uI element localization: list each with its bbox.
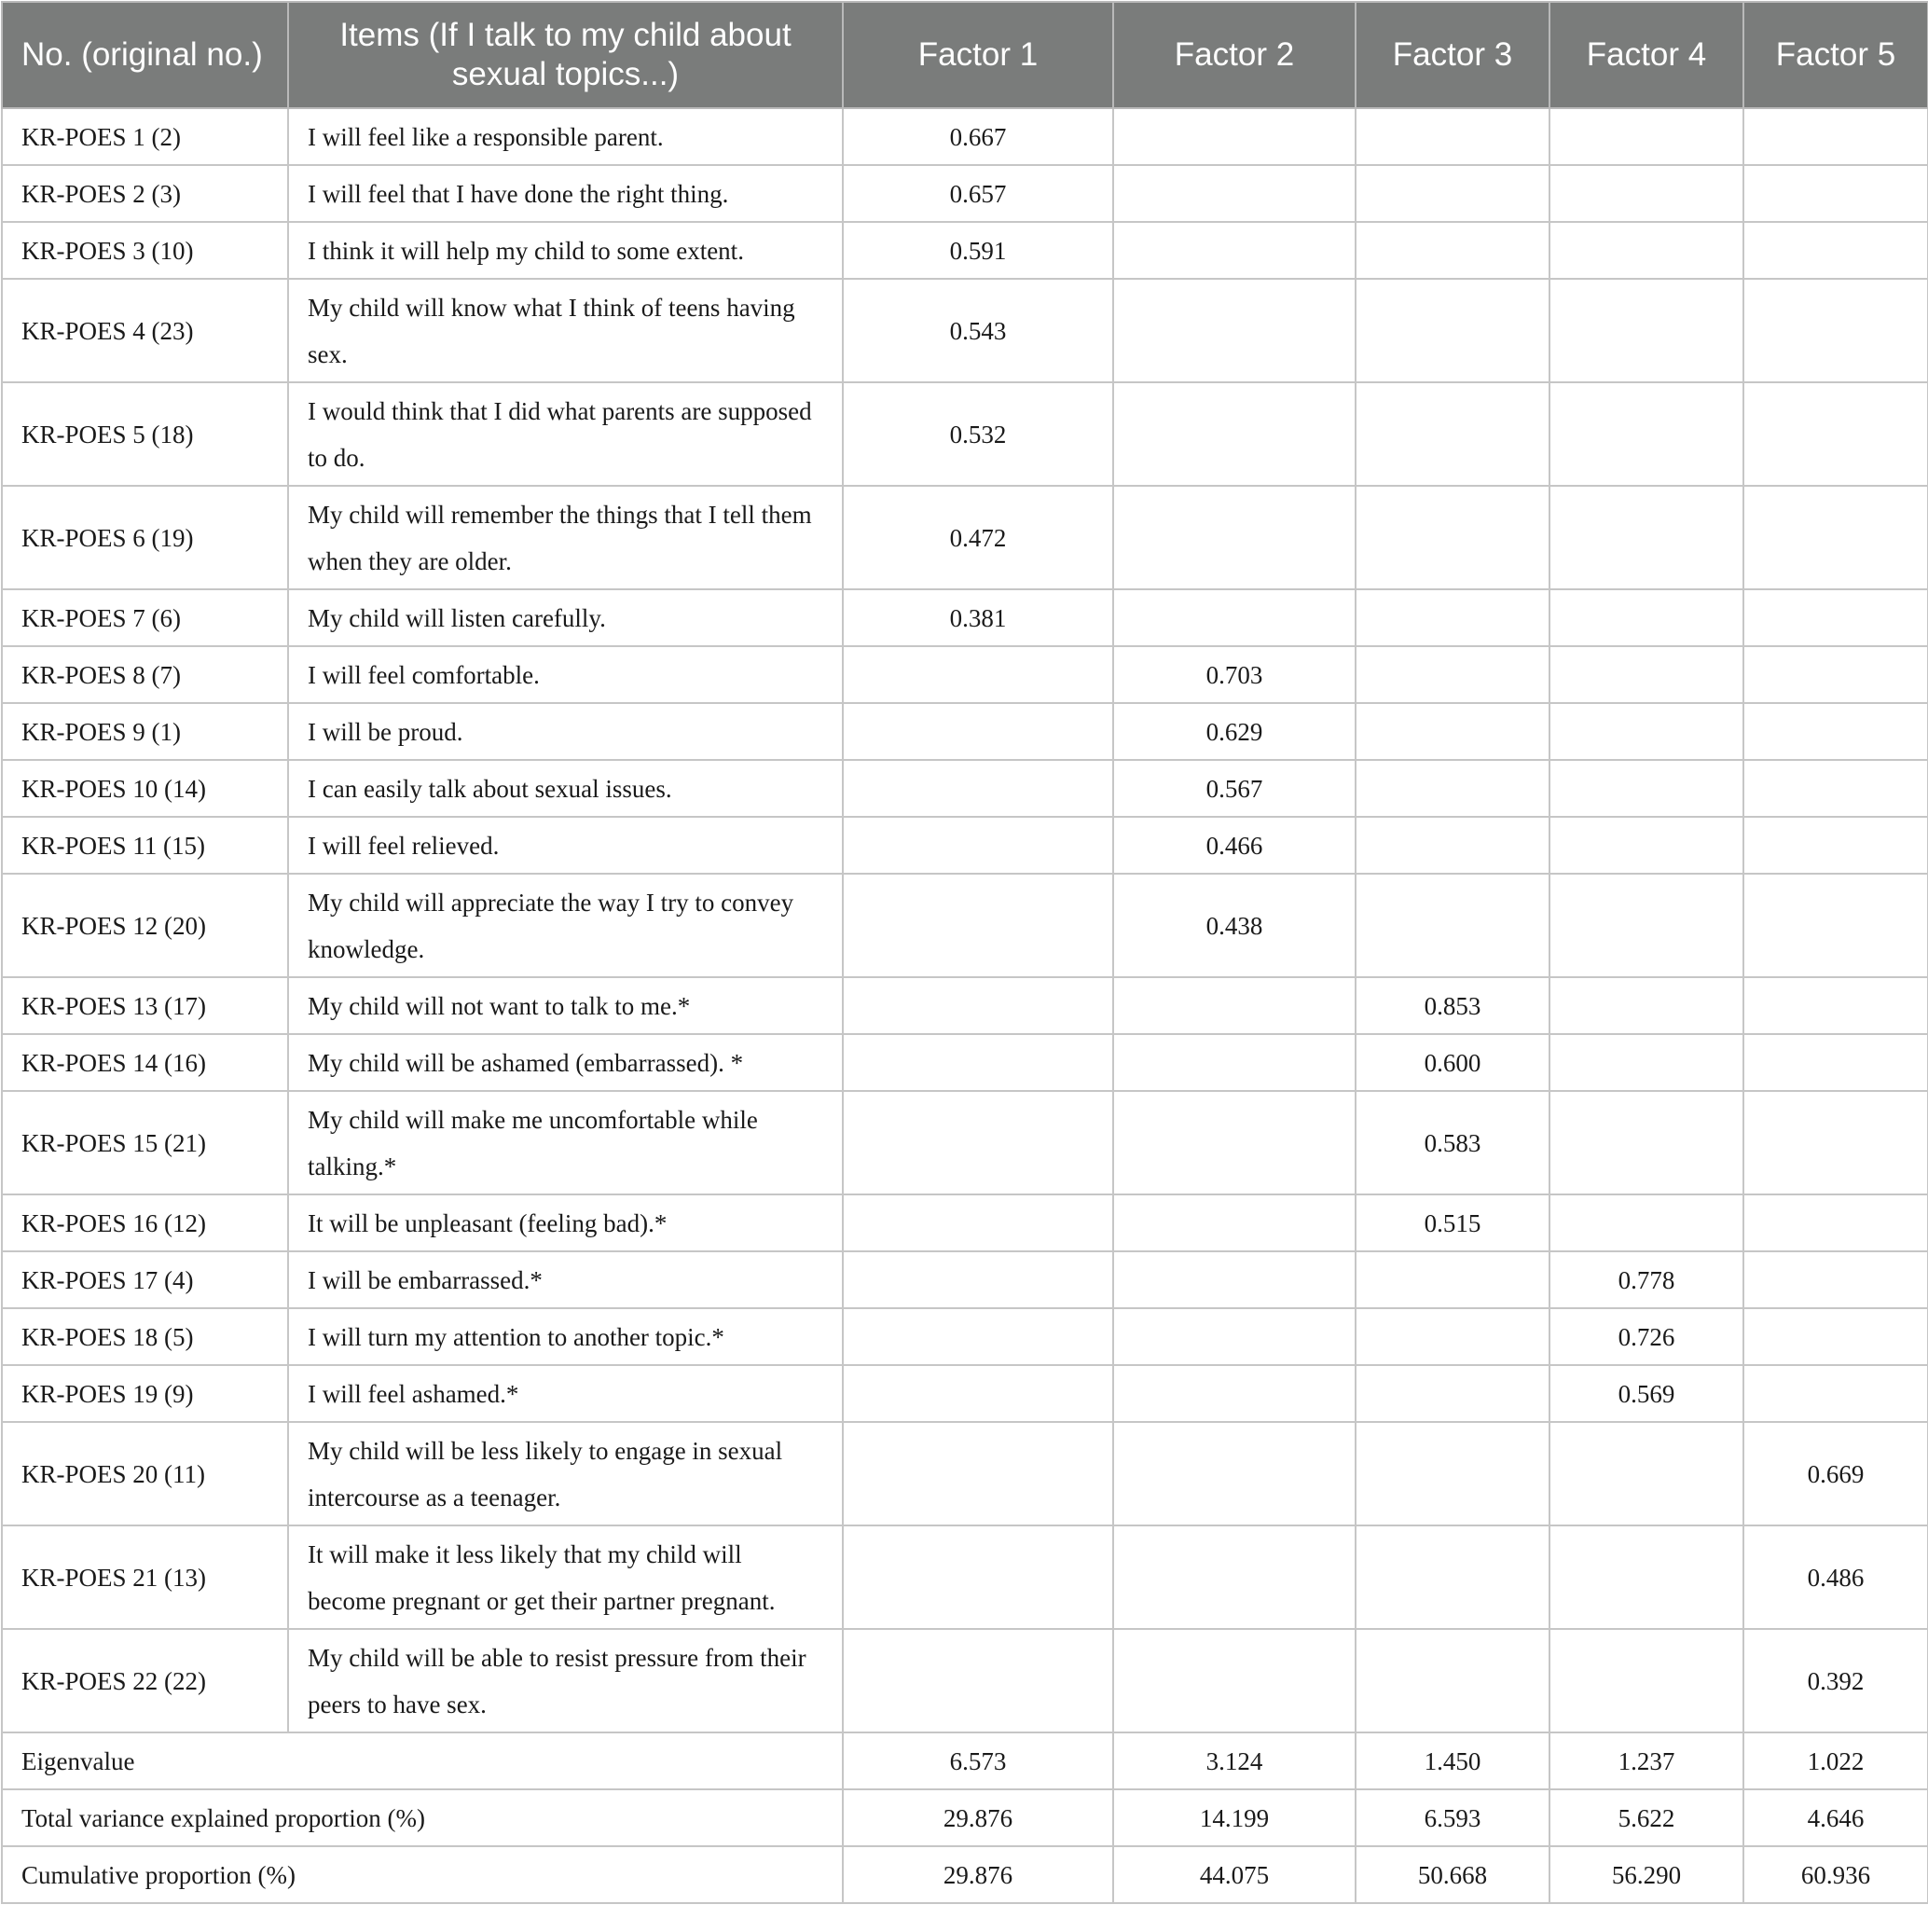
factor-5-cell — [1743, 279, 1928, 382]
factor-4-cell — [1549, 108, 1743, 165]
table-row — [2, 1194, 1928, 1251]
row-item: I will be proud. — [288, 703, 843, 760]
factor-2-cell — [1113, 1525, 1356, 1629]
row-no: KR-POES 7 (6) — [2, 589, 288, 646]
factor-5-cell — [1743, 165, 1928, 222]
factor-5-cell: 0.486 — [1743, 1525, 1928, 1629]
table-row — [2, 1091, 1928, 1194]
table-row — [2, 977, 1928, 1034]
factor-2-cell — [1113, 1091, 1356, 1194]
factor-3-cell: 0.853 — [1356, 977, 1549, 1034]
factor-1-cell — [843, 646, 1113, 703]
factor-4-cell — [1549, 1629, 1743, 1732]
factor-4-cell — [1549, 279, 1743, 382]
factor-3-cell: 1.450 — [1356, 1732, 1549, 1789]
row-item: My child will listen carefully. — [288, 589, 843, 646]
table-row — [2, 703, 1928, 760]
factor-5-cell — [1743, 222, 1928, 279]
row-no: KR-POES 15 (21) — [2, 1091, 288, 1194]
factor-2-cell — [1113, 1251, 1356, 1308]
factor-loading-table — [1, 1, 1928, 1904]
factor-2-cell — [1113, 165, 1356, 222]
row-item: My child will be ashamed (embarrassed). * — [288, 1034, 843, 1091]
factor-2-cell: 0.438 — [1113, 874, 1356, 977]
factor-4-cell — [1549, 760, 1743, 817]
row-no: KR-POES 13 (17) — [2, 977, 288, 1034]
factor-2-cell — [1113, 486, 1356, 589]
table-row — [2, 589, 1928, 646]
factor-4-cell: 0.726 — [1549, 1308, 1743, 1365]
factor-2-cell — [1113, 589, 1356, 646]
factor-3-cell — [1356, 1525, 1549, 1629]
factor-1-cell — [843, 760, 1113, 817]
row-no: KR-POES 9 (1) — [2, 703, 288, 760]
row-item: It will make it less likely that my child will become pregnant or get their partner pregnant. — [288, 1525, 843, 1629]
header-factor-3: Factor 3 — [1356, 2, 1549, 108]
header-items: Items (If I talk to my child about sexual topics...) — [288, 2, 843, 108]
row-no: KR-POES 18 (5) — [2, 1308, 288, 1365]
summary-label: Total variance explained proportion (%) — [2, 1789, 843, 1846]
table-row — [2, 817, 1928, 874]
factor-3-cell — [1356, 817, 1549, 874]
row-no: KR-POES 14 (16) — [2, 1034, 288, 1091]
row-no: KR-POES 8 (7) — [2, 646, 288, 703]
factor-2-cell — [1113, 977, 1356, 1034]
factor-1-cell — [843, 977, 1113, 1034]
row-no: KR-POES 19 (9) — [2, 1365, 288, 1422]
summary-label: Eigenvalue — [2, 1732, 843, 1789]
factor-3-cell: 0.600 — [1356, 1034, 1549, 1091]
factor-1-cell — [843, 1194, 1113, 1251]
factor-3-cell — [1356, 1422, 1549, 1525]
row-no: KR-POES 4 (23) — [2, 279, 288, 382]
table-row — [2, 1422, 1928, 1525]
factor-1-cell — [843, 874, 1113, 977]
factor-4-cell — [1549, 222, 1743, 279]
row-item: I will turn my attention to another topic.* — [288, 1308, 843, 1365]
factor-1-cell — [843, 1091, 1113, 1194]
table-row — [2, 1251, 1928, 1308]
factor-5-cell — [1743, 1034, 1928, 1091]
factor-3-cell — [1356, 589, 1549, 646]
factor-4-cell: 1.237 — [1549, 1732, 1743, 1789]
factor-5-cell: 60.936 — [1743, 1846, 1928, 1903]
factor-4-cell — [1549, 486, 1743, 589]
row-item: I will feel that I have done the right thing. — [288, 165, 843, 222]
factor-1-cell: 29.876 — [843, 1846, 1113, 1903]
factor-2-cell — [1113, 279, 1356, 382]
factor-4-cell — [1549, 874, 1743, 977]
factor-4-cell — [1549, 817, 1743, 874]
table-row — [2, 108, 1928, 165]
factor-1-cell: 0.657 — [843, 165, 1113, 222]
factor-1-cell: 29.876 — [843, 1789, 1113, 1846]
factor-5-cell — [1743, 1091, 1928, 1194]
row-item: I would think that I did what parents are supposed to do. — [288, 382, 843, 486]
factor-5-cell: 1.022 — [1743, 1732, 1928, 1789]
factor-2-cell — [1113, 382, 1356, 486]
header-factor-1: Factor 1 — [843, 2, 1113, 108]
row-item: My child will appreciate the way I try to convey knowledge. — [288, 874, 843, 977]
row-no: KR-POES 12 (20) — [2, 874, 288, 977]
factor-1-cell: 0.591 — [843, 222, 1113, 279]
row-item: I can easily talk about sexual issues. — [288, 760, 843, 817]
factor-3-cell — [1356, 1251, 1549, 1308]
factor-5-cell: 4.646 — [1743, 1789, 1928, 1846]
factor-5-cell — [1743, 760, 1928, 817]
factor-2-cell — [1113, 1308, 1356, 1365]
factor-5-cell — [1743, 1365, 1928, 1422]
summary-row-cumulative — [2, 1846, 1928, 1903]
row-item: I will feel like a responsible parent. — [288, 108, 843, 165]
header-factor-5: Factor 5 — [1743, 2, 1928, 108]
factor-3-cell — [1356, 108, 1549, 165]
factor-5-cell — [1743, 646, 1928, 703]
factor-1-cell — [843, 1525, 1113, 1629]
factor-4-cell — [1549, 703, 1743, 760]
table-row — [2, 1034, 1928, 1091]
factor-2-cell — [1113, 1629, 1356, 1732]
factor-5-cell — [1743, 589, 1928, 646]
row-item: I will feel ashamed.* — [288, 1365, 843, 1422]
factor-4-cell — [1549, 646, 1743, 703]
factor-3-cell — [1356, 486, 1549, 589]
factor-2-cell: 0.466 — [1113, 817, 1356, 874]
factor-4-cell — [1549, 382, 1743, 486]
row-item: My child will be able to resist pressure from their peers to have sex. — [288, 1629, 843, 1732]
summary-row-eigenvalue — [2, 1732, 1928, 1789]
factor-5-cell: 0.669 — [1743, 1422, 1928, 1525]
table-row — [2, 1308, 1928, 1365]
factor-1-cell — [843, 703, 1113, 760]
row-no: KR-POES 3 (10) — [2, 222, 288, 279]
summary-label: Cumulative proportion (%) — [2, 1846, 843, 1903]
row-no: KR-POES 6 (19) — [2, 486, 288, 589]
table-row — [2, 382, 1928, 486]
row-item: I will feel relieved. — [288, 817, 843, 874]
factor-3-cell — [1356, 279, 1549, 382]
row-no: KR-POES 16 (12) — [2, 1194, 288, 1251]
factor-4-cell — [1549, 165, 1743, 222]
factor-2-cell — [1113, 108, 1356, 165]
factor-3-cell: 6.593 — [1356, 1789, 1549, 1846]
factor-1-cell — [843, 1034, 1113, 1091]
factor-2-cell — [1113, 1365, 1356, 1422]
factor-3-cell — [1356, 760, 1549, 817]
summary-row-variance — [2, 1789, 1928, 1846]
table-row — [2, 874, 1928, 977]
factor-2-cell: 0.629 — [1113, 703, 1356, 760]
factor-5-cell — [1743, 874, 1928, 977]
row-item: I will be embarrassed.* — [288, 1251, 843, 1308]
factor-1-cell: 0.381 — [843, 589, 1113, 646]
factor-3-cell — [1356, 874, 1549, 977]
row-no: KR-POES 17 (4) — [2, 1251, 288, 1308]
factor-5-cell — [1743, 486, 1928, 589]
row-no: KR-POES 10 (14) — [2, 760, 288, 817]
header-factor-4: Factor 4 — [1549, 2, 1743, 108]
factor-3-cell — [1356, 703, 1549, 760]
table-row — [2, 486, 1928, 589]
factor-2-cell — [1113, 1034, 1356, 1091]
factor-4-cell — [1549, 589, 1743, 646]
factor-1-cell: 0.543 — [843, 279, 1113, 382]
factor-4-cell — [1549, 1422, 1743, 1525]
factor-1-cell — [843, 1629, 1113, 1732]
table-row — [2, 279, 1928, 382]
factor-5-cell — [1743, 382, 1928, 486]
table-row — [2, 1629, 1928, 1732]
factor-2-cell: 3.124 — [1113, 1732, 1356, 1789]
factor-4-cell: 5.622 — [1549, 1789, 1743, 1846]
table-row — [2, 1525, 1928, 1629]
factor-5-cell — [1743, 1194, 1928, 1251]
factor-2-cell — [1113, 222, 1356, 279]
table-row — [2, 165, 1928, 222]
header-row — [2, 2, 1928, 108]
row-no: KR-POES 5 (18) — [2, 382, 288, 486]
factor-2-cell: 14.199 — [1113, 1789, 1356, 1846]
header-no: No. (original no.) — [2, 2, 288, 108]
factor-4-cell: 0.569 — [1549, 1365, 1743, 1422]
factor-1-cell — [843, 1251, 1113, 1308]
factor-1-cell — [843, 1422, 1113, 1525]
row-item: I think it will help my child to some extent. — [288, 222, 843, 279]
row-item: My child will make me uncomfortable while talking.* — [288, 1091, 843, 1194]
factor-5-cell — [1743, 1308, 1928, 1365]
factor-1-cell: 0.667 — [843, 108, 1113, 165]
factor-2-cell — [1113, 1194, 1356, 1251]
factor-5-cell — [1743, 703, 1928, 760]
factor-1-cell: 6.573 — [843, 1732, 1113, 1789]
factor-5-cell — [1743, 817, 1928, 874]
factor-5-cell: 0.392 — [1743, 1629, 1928, 1732]
factor-1-cell: 0.472 — [843, 486, 1113, 589]
factor-4-cell: 56.290 — [1549, 1846, 1743, 1903]
row-item: It will be unpleasant (feeling bad).* — [288, 1194, 843, 1251]
factor-5-cell — [1743, 977, 1928, 1034]
table-row — [2, 646, 1928, 703]
row-item: My child will not want to talk to me.* — [288, 977, 843, 1034]
factor-2-cell — [1113, 1422, 1356, 1525]
row-no: KR-POES 20 (11) — [2, 1422, 288, 1525]
factor-4-cell: 0.778 — [1549, 1251, 1743, 1308]
factor-3-cell: 0.583 — [1356, 1091, 1549, 1194]
factor-1-cell: 0.532 — [843, 382, 1113, 486]
factor-3-cell — [1356, 646, 1549, 703]
factor-4-cell — [1549, 977, 1743, 1034]
row-item: My child will be less likely to engage in sexual intercourse as a teenager. — [288, 1422, 843, 1525]
row-no: KR-POES 11 (15) — [2, 817, 288, 874]
factor-4-cell — [1549, 1194, 1743, 1251]
row-no: KR-POES 21 (13) — [2, 1525, 288, 1629]
factor-1-cell — [843, 817, 1113, 874]
factor-3-cell: 0.515 — [1356, 1194, 1549, 1251]
factor-1-cell — [843, 1365, 1113, 1422]
row-no: KR-POES 2 (3) — [2, 165, 288, 222]
factor-2-cell: 44.075 — [1113, 1846, 1356, 1903]
factor-2-cell: 0.567 — [1113, 760, 1356, 817]
factor-1-cell — [843, 1308, 1113, 1365]
factor-3-cell — [1356, 1308, 1549, 1365]
table-row — [2, 760, 1928, 817]
header-factor-2: Factor 2 — [1113, 2, 1356, 108]
factor-3-cell — [1356, 382, 1549, 486]
factor-3-cell — [1356, 222, 1549, 279]
row-no: KR-POES 22 (22) — [2, 1629, 288, 1732]
factor-4-cell — [1549, 1091, 1743, 1194]
factor-3-cell — [1356, 1629, 1549, 1732]
row-no: KR-POES 1 (2) — [2, 108, 288, 165]
factor-2-cell: 0.703 — [1113, 646, 1356, 703]
table-row — [2, 1365, 1928, 1422]
factor-4-cell — [1549, 1525, 1743, 1629]
table-row — [2, 222, 1928, 279]
factor-4-cell — [1549, 1034, 1743, 1091]
row-item: My child will know what I think of teens having sex. — [288, 279, 843, 382]
row-item: I will feel comfortable. — [288, 646, 843, 703]
factor-5-cell — [1743, 1251, 1928, 1308]
row-item: My child will remember the things that I tell them when they are older. — [288, 486, 843, 589]
factor-3-cell — [1356, 165, 1549, 222]
factor-5-cell — [1743, 108, 1928, 165]
factor-3-cell — [1356, 1365, 1549, 1422]
factor-3-cell: 50.668 — [1356, 1846, 1549, 1903]
